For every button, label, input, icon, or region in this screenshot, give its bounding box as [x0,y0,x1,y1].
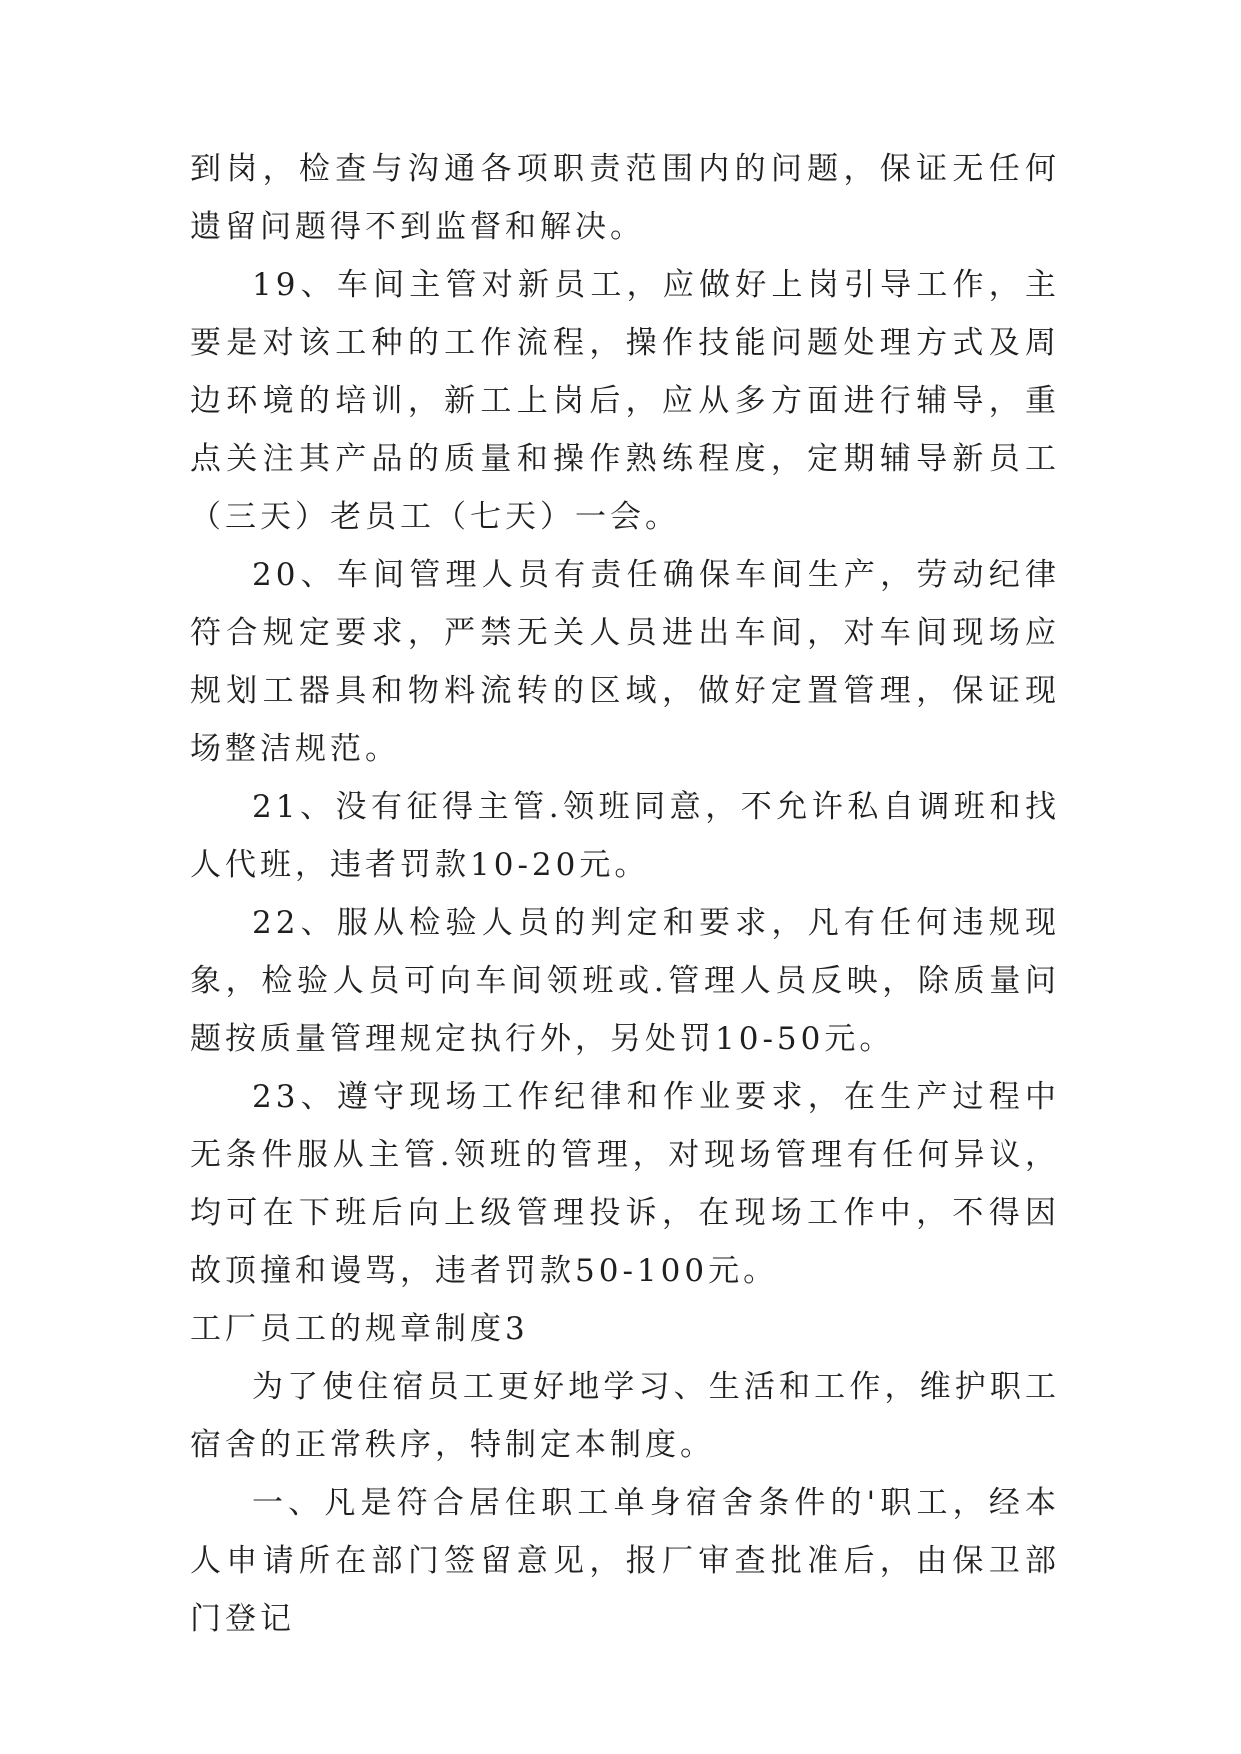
paragraph-intro: 为了使住宿员工更好地学习、生活和工作，维护职工宿舍的正常秩序，特制定本制度。 [190,1369,1060,1463]
paragraph-item-23: 23、遵守现场工作纪律和作业要求，在生产过程中无条件服从主管.领班的管理，对现场管理有任何异议，均可在下班后向上级管理投诉，在现场工作中，不得因故顶撞和谩骂，违者罚款50-100元。 [190,1079,1060,1289]
paragraph-rule-1: 一、凡是符合居住职工单身宿舍条件的'职工，经本人申请所在部门签留意见，报厂审查批准后，由保卫部门登记 [190,1485,1060,1637]
paragraph-item-20: 20、车间管理人员有责任确保车间生产，劳动纪律符合规定要求，严禁无关人员进出车间，对车间现场应规划工器具和物料流转的区域，做好定置管理，保证现场整洁规范。 [190,557,1060,767]
section-heading: 工厂员工的规章制度3 [190,1311,529,1347]
paragraph-continuation: 到岗，检查与沟通各项职责范围内的问题，保证无任何遗留问题得不到监督和解决。 [190,151,1060,245]
document-page [190,140,1060,1648]
paragraph-item-22: 22、服从检验人员的判定和要求，凡有任何违规现象，检验人员可向车间领班或.管理人员反映，除质量问题按质量管理规定执行外，另处罚10-50元。 [190,905,1060,1057]
paragraph-item-19: 19、车间主管对新员工，应做好上岗引导工作，主要是对该工种的工作流程，操作技能问题处理方式及周边环境的培训，新工上岗后，应从多方面进行辅导，重点关注其产品的质量和操作熟练程度，定期辅导新员工（三天）老员工（七天）一会。 [190,267,1060,535]
paragraph-item-21: 21、没有征得主管.领班同意，不允许私自调班和找人代班，违者罚款10-20元。 [190,789,1060,883]
